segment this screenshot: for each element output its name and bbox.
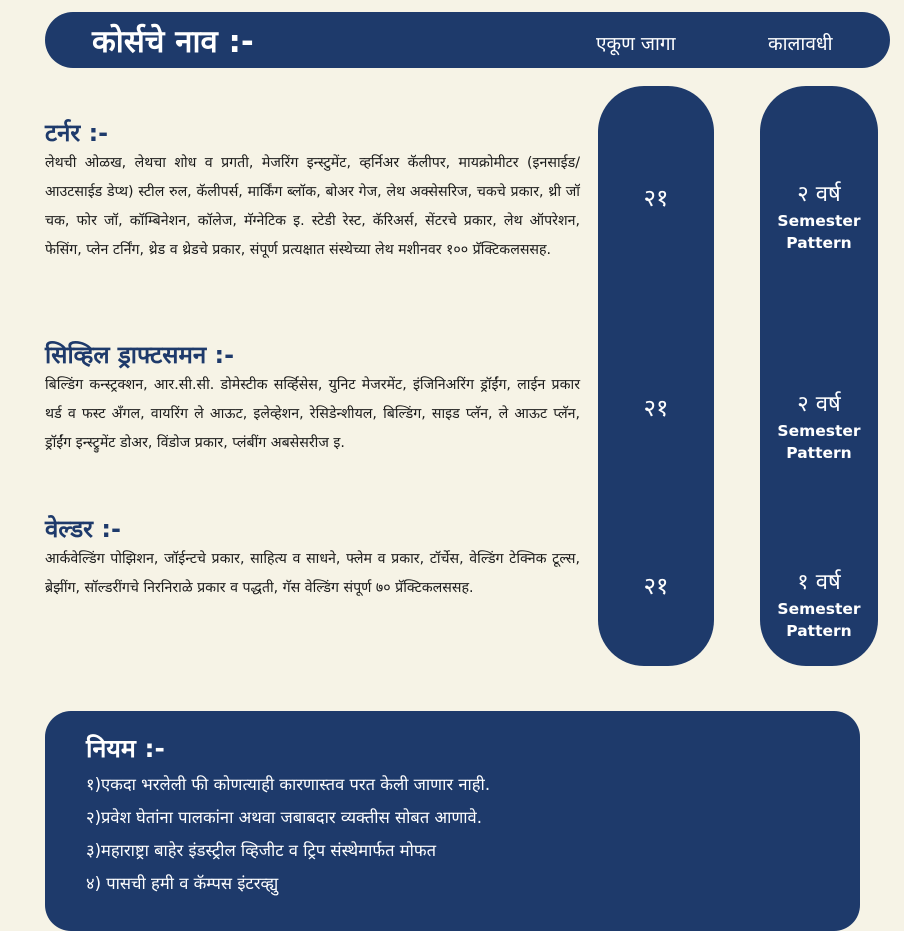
- seat-count: २१: [643, 184, 669, 212]
- course-description: बिल्डिंग कन्स्ट्रक्शन, आर.सी.सी. डोमेस्टीक सर्व्हिसेस, युनिट मेजरमेंट, इंजिनिअरिंग ड्रॉईंग, लाईन प्रकार थर्ड व फस्ट अँगल, वायरिंग ले आऊट, इलेव्हेशन, रेसिडेन्शीयल, बिल्डिंग, साइड प्लॅन, ले आऊट प्लॅन, ड्रॉईंग इन्स्ट्रुमेंट डोअर, विंडोज प्रकार, प्लंबींग अबसेसरीज इ.: [45, 377, 580, 451]
- rule-item: ३)महाराष्ट्रा बाहेर इंडस्ट्रील व्हिजीट व ट्रिप संस्थेमार्फत मोफत: [86, 841, 436, 860]
- course-description: आर्कवेल्डिंग पोझिशन, जॉईन्टचे प्रकार, साहित्य व साधने, फ्लेम व प्रकार, टॉर्चेस, वेल्डिंग टेक्निक टूल्स, ब्रेझींग, सॉल्डरींगचे निरनिराळे प्रकार व पद्धती, गॅस वेल्डिंग संपूर्ण ७० प्रॅक्टिकलससह.: [45, 551, 580, 596]
- course-duration: [760, 390, 878, 464]
- course-name: वेल्डर :-: [45, 515, 121, 543]
- rule-item: २)प्रवेश घेतांना पालकांना अथवा जबाबदार व्यक्तीस सोबत आणावे.: [86, 808, 482, 827]
- rule-item: १)एकदा भरलेली फी कोणत्याही कारणास्तव परत केली जाणार नाही.: [86, 775, 491, 794]
- seats-column-header: एकूण जागा: [596, 33, 676, 55]
- course-description: लेथची ओळख, लेथचा शोध व प्रगती, मेजरिंग इन्स्टुमेंट, व्हर्निअर कॅलीपर, मायक्रोमीटर (इनसाईड/आउटसाईड डेप्थ) स्टील रुल, कॅलीपर्स, मार्किंग ब्लॉक, बोअर गेज, लेथ अक्सेसरिज, चकचे प्रकार, थ्री जॉ चक, फोर जॉ, कॉम्बिनेशन, कॉलेज, मॅग्नेटिक इ. स्टेडी रेस्ट, कॅरिअर्स, सेंटरचे प्रकार, लेथ ऑपरेशन, फेसिंग, प्लेन टर्निंग, थ्रेड व थ्रेडचे प्रकार, संपूर्ण प्रत्यक्षात संस्थेच्या लेथ मशीनवर १०० प्रॅक्टिकलससह.: [45, 155, 580, 258]
- duration-years: २ वर्ष: [797, 182, 841, 207]
- duration-column-header: कालावधी: [768, 33, 833, 55]
- page-title: कोर्सचे नाव :-: [92, 24, 254, 60]
- duration-years: १ वर्ष: [797, 570, 841, 595]
- course-name: टर्नर :-: [45, 119, 109, 147]
- course-name: सिव्हिल ड्राफ्टसमन :-: [45, 341, 235, 369]
- rule-item: ४) पासची हमी व कॅम्पस इंटरव्ह्यु: [86, 874, 279, 893]
- course-duration: [760, 180, 878, 254]
- course-welder: [45, 514, 580, 603]
- course-turner: [45, 118, 580, 265]
- seat-count: २१: [643, 394, 669, 422]
- duration-pattern: Semester Pattern: [777, 600, 861, 640]
- course-duration: [760, 568, 878, 642]
- seat-count: २१: [643, 572, 669, 600]
- duration-years: २ वर्ष: [797, 392, 841, 417]
- duration-pattern: Semester Pattern: [777, 422, 861, 462]
- course-civil-draftsman: [45, 340, 580, 458]
- duration-pattern: Semester Pattern: [777, 212, 861, 252]
- rules-title: नियम :-: [86, 734, 165, 763]
